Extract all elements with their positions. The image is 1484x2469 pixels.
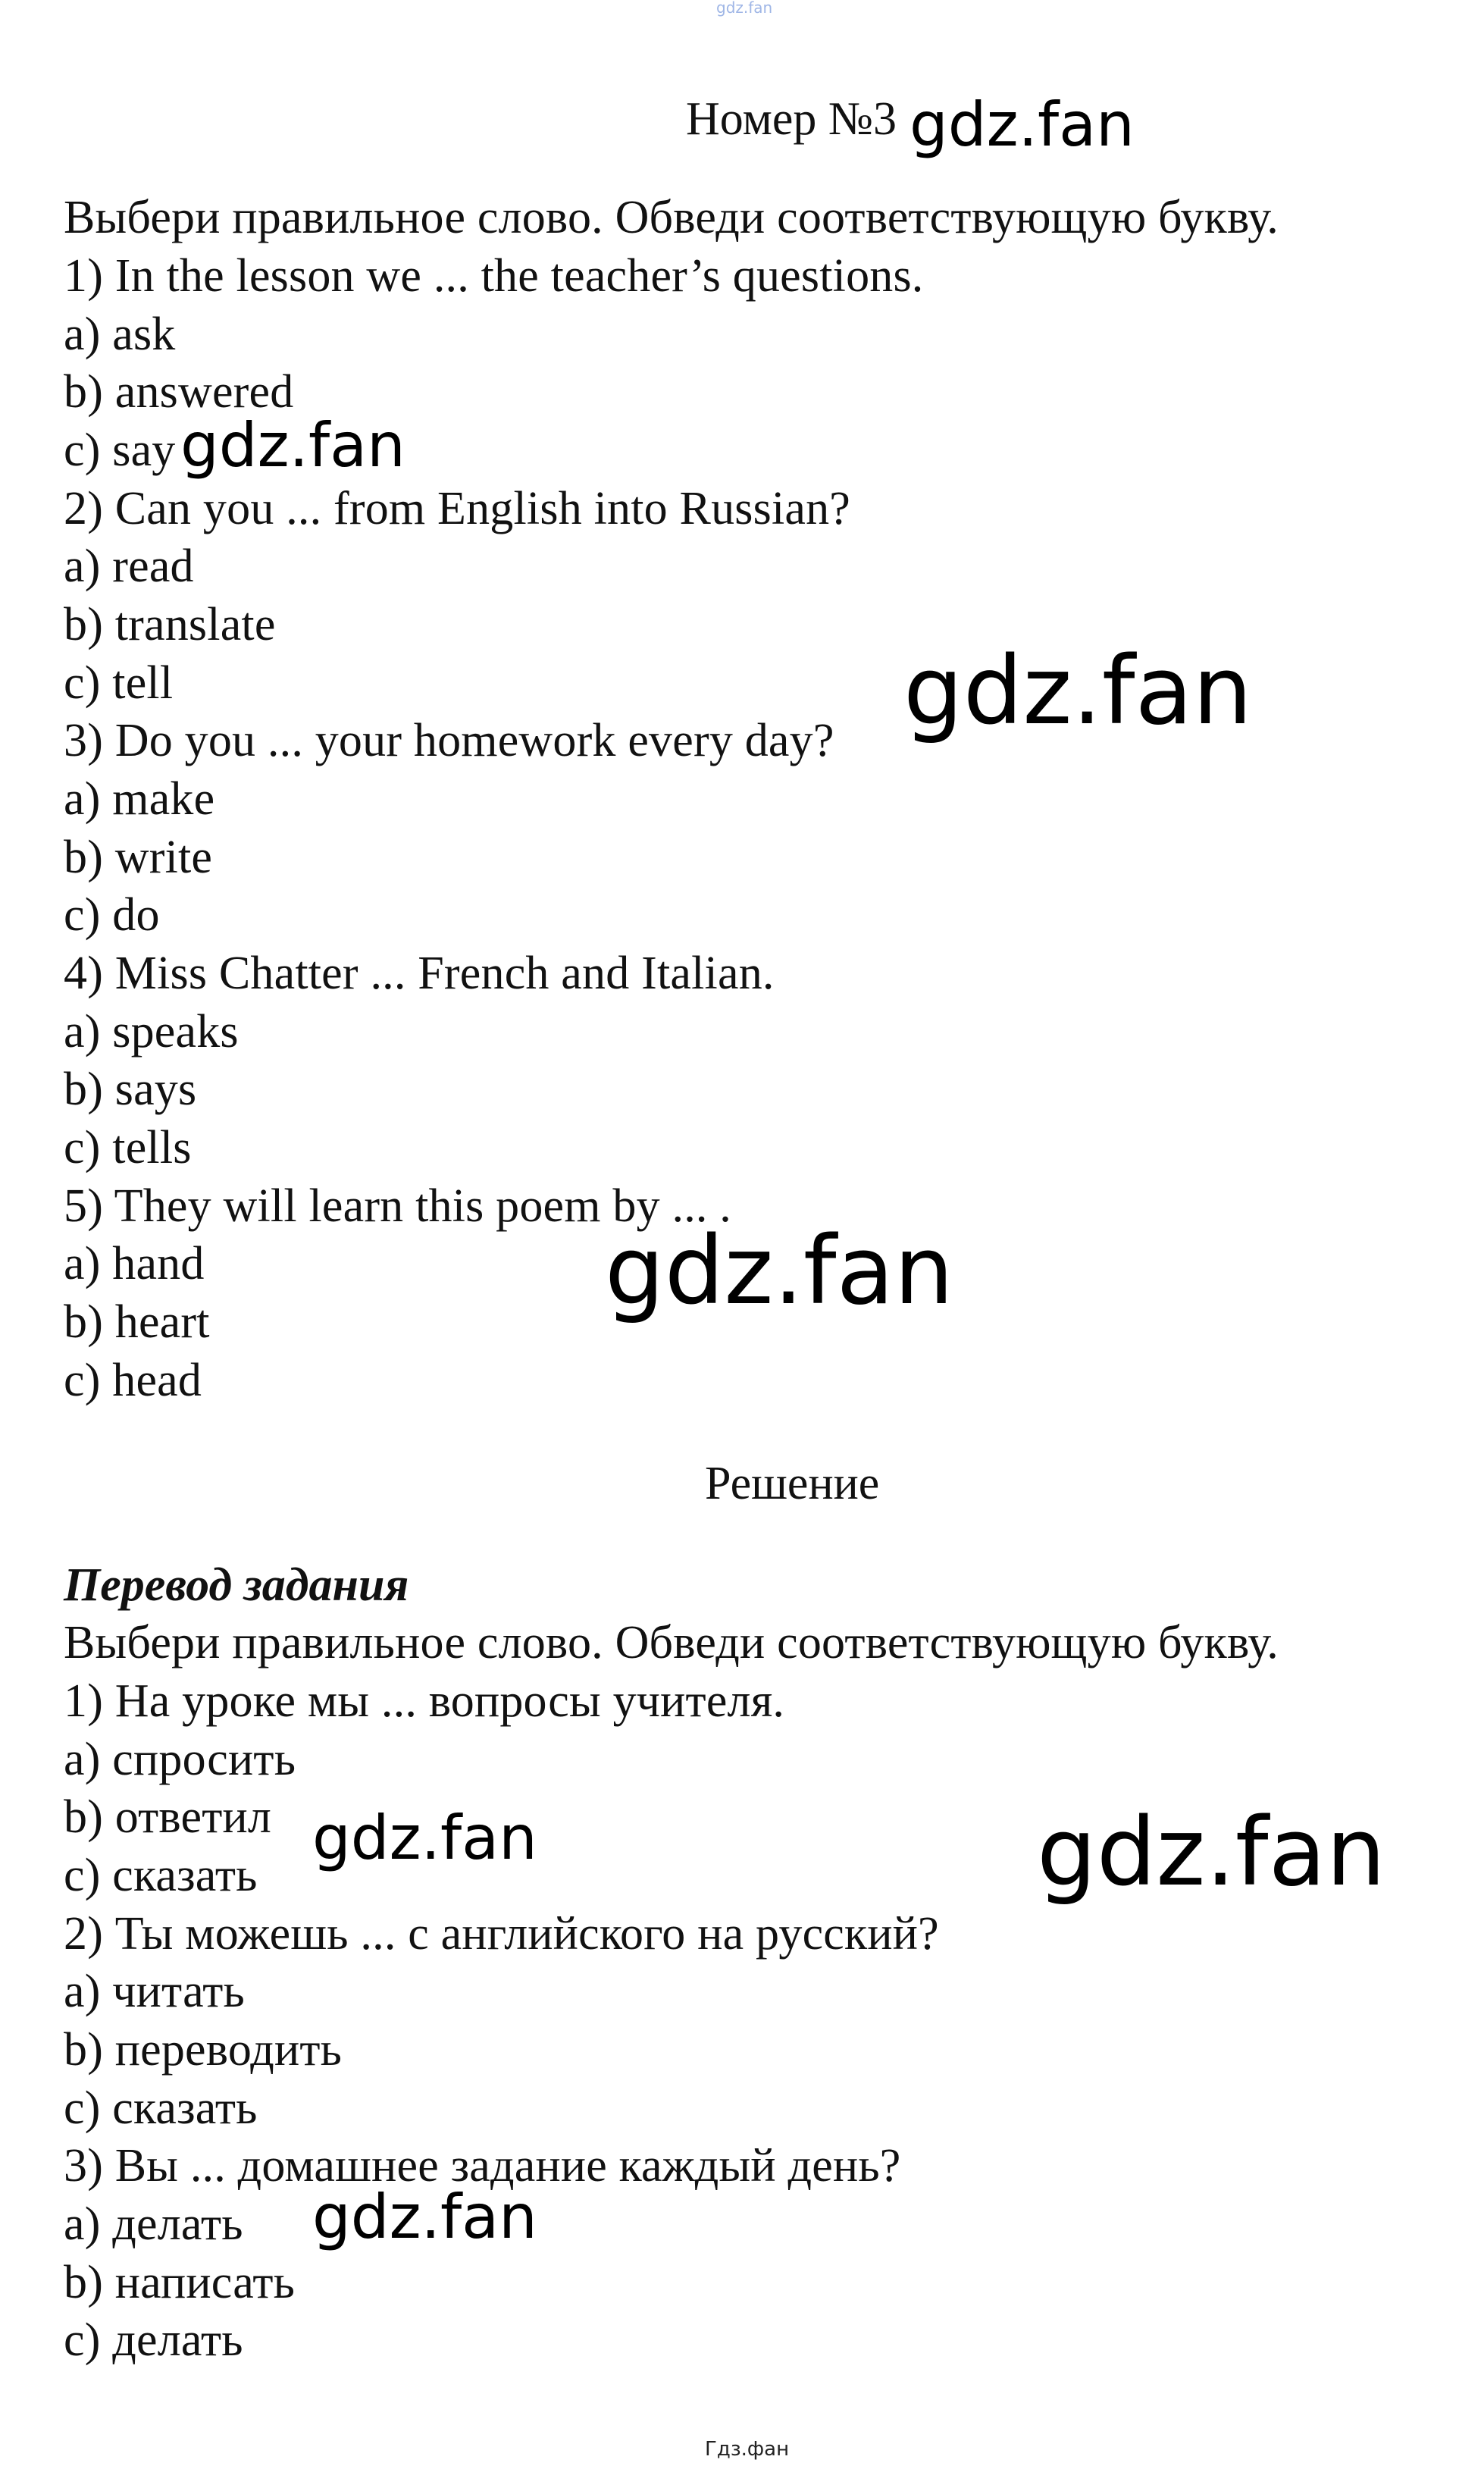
translation-line: c) сказать xyxy=(64,1850,258,1901)
footer-watermark: Гдз.фан xyxy=(705,2438,790,2461)
task-line: b) says xyxy=(64,1064,197,1115)
task-line: a) read xyxy=(64,540,194,592)
translation-line: b) переводить xyxy=(64,2024,343,2076)
task-line: c) say xyxy=(64,425,176,476)
translation-line: 2) Ты можешь ... с английского на русский? xyxy=(64,1908,939,1960)
translation-line: c) сказать xyxy=(64,2082,258,2134)
watermark: gdz.fan xyxy=(909,89,1135,160)
solution-heading: Решение xyxy=(705,1458,880,1509)
translation-line: a) спросить xyxy=(64,1734,296,1785)
task-line: c) head xyxy=(64,1355,202,1406)
task-line: b) write xyxy=(64,832,213,883)
watermark: gdz.fan xyxy=(312,1803,537,1873)
translation-line: c) делать xyxy=(64,2314,243,2366)
translation-line: a) делать xyxy=(64,2198,243,2250)
translation-instruction: Выбери правильное слово. Обведи соответствующую букву. xyxy=(64,1617,1279,1668)
task-line: 3) Do you ... your homework every day? xyxy=(64,715,834,766)
task-line: a) make xyxy=(64,773,215,825)
task-line: c) tell xyxy=(64,657,174,709)
task-line: a) speaks xyxy=(64,1006,239,1057)
task-line: b) answered xyxy=(64,366,294,418)
translation-line: b) написать xyxy=(64,2257,296,2308)
task-line: c) do xyxy=(64,889,160,941)
task-line: 1) In the lesson we ... the teacher’s questions. xyxy=(64,250,924,302)
translation-heading: Перевод задания xyxy=(64,1559,409,1611)
translation-line: 1) На уроке мы ... вопросы учителя. xyxy=(64,1675,785,1727)
task-line: b) heart xyxy=(64,1296,210,1348)
page-title: Номер №3 xyxy=(686,93,897,145)
task-line: 5) They will learn this poem by ... . xyxy=(64,1180,732,1232)
translation-line: a) читать xyxy=(64,1966,245,2017)
task-line: 2) Can you ... from English into Russian? xyxy=(64,483,851,534)
watermark: gdz.fan xyxy=(312,2182,537,2252)
watermark-top-small: gdz.fan xyxy=(716,0,773,17)
translation-line: 3) Вы ... домашнее задание каждый день? xyxy=(64,2140,901,2192)
task-instruction: Выбери правильное слово. Обведи соответствующую букву. xyxy=(64,192,1279,243)
translation-line: b) ответил xyxy=(64,1791,272,1843)
task-line: b) translate xyxy=(64,599,276,650)
task-line: a) hand xyxy=(64,1238,205,1289)
task-line: 4) Miss Chatter ... French and Italian. xyxy=(64,948,775,999)
watermark: gdz.fan xyxy=(605,1217,954,1326)
task-line: a) ask xyxy=(64,309,176,360)
watermark: gdz.fan xyxy=(903,637,1253,746)
watermark: gdz.fan xyxy=(180,410,405,481)
task-line: c) tells xyxy=(64,1122,192,1173)
watermark: gdz.fan xyxy=(1037,1798,1386,1907)
